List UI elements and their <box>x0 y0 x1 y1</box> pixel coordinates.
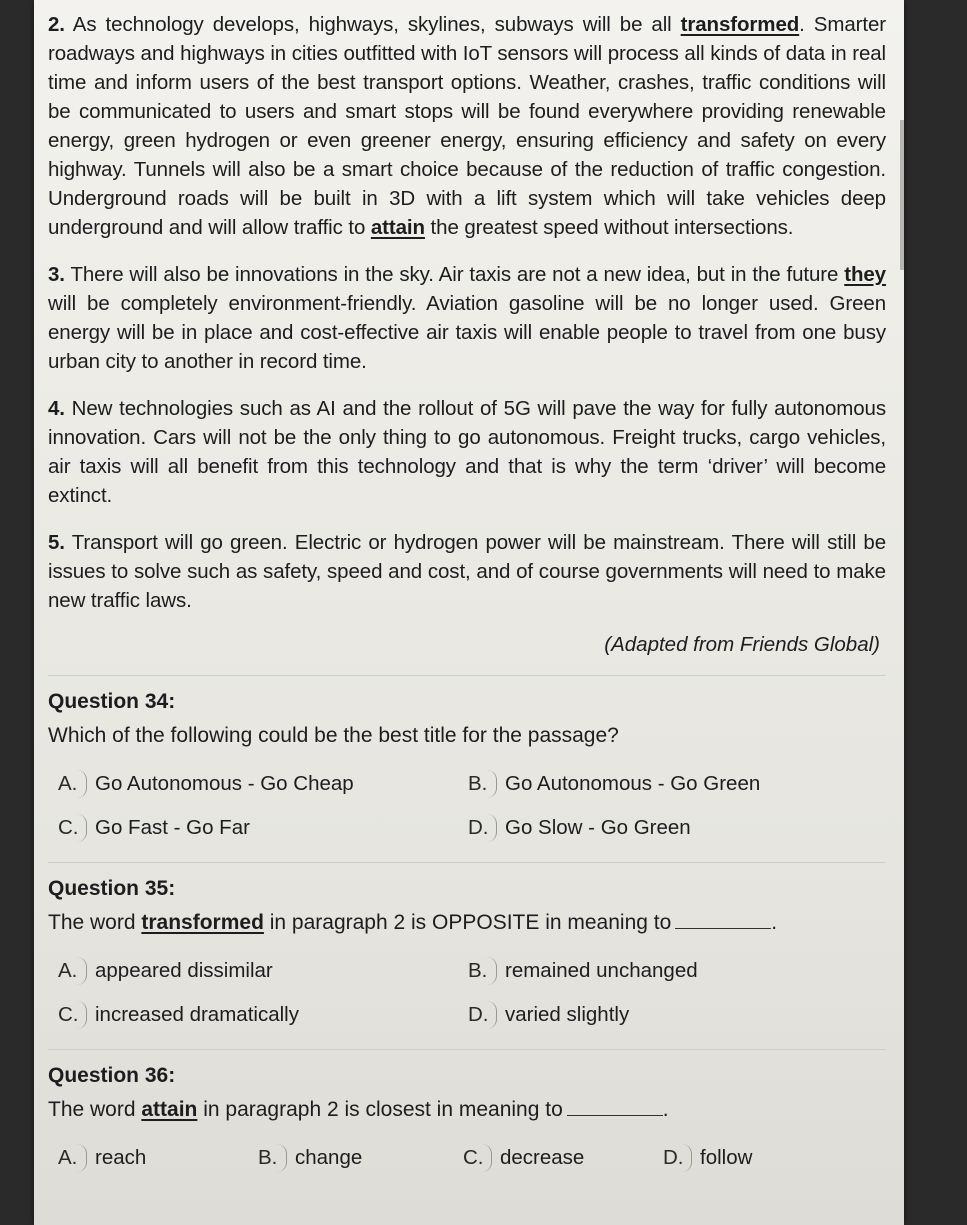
underlined-word-they: they <box>844 263 886 286</box>
question-stem <box>48 911 886 935</box>
option-text: appeared dissimilar <box>95 959 273 982</box>
option-c[interactable] <box>54 1001 464 1029</box>
option-text: decrease <box>500 1146 585 1169</box>
paragraph-text: will be completely environment-friendly. Aviation gasoline will be no longer used. Green energy will be in place and cost-effective air taxis will enable people to travel from one busy urban city to another in record time. <box>48 292 886 373</box>
option-text: increased dramatically <box>95 1003 299 1026</box>
paragraph-2 <box>48 10 886 242</box>
paragraph-text: New technologies such as AI and the rollout of 5G will pave the way for fully autonomous innovation. Cars will not be the only thing to go autonomous. Freight trucks, cargo vehicles, air taxis will all benefit from this technology and that is why the term ‘driver’ will become extinct. <box>48 397 886 507</box>
underlined-word: attain <box>141 1098 198 1121</box>
option-text: reach <box>95 1146 147 1169</box>
document-content <box>48 10 886 1172</box>
paragraph-number: 5. <box>48 531 65 554</box>
answer-options <box>54 957 886 1029</box>
stem-text: in paragraph 2 is OPPOSITE in meaning to <box>263 911 672 934</box>
option-c[interactable] <box>54 814 464 842</box>
passage-source: (Adapted from Friends Global) <box>604 633 880 656</box>
option-text: Go Slow - Go Green <box>505 816 691 839</box>
option-letter: A. <box>54 1144 87 1172</box>
option-letter: B. <box>254 1144 287 1172</box>
underlined-word-transformed: transformed <box>680 13 800 36</box>
option-letter: D. <box>659 1144 692 1172</box>
option-letter: C. <box>459 1144 492 1172</box>
question-title: Question 35: <box>48 877 176 900</box>
question-35 <box>48 877 886 1029</box>
stem-text: . <box>662 1098 669 1121</box>
paragraph-5 <box>48 528 886 615</box>
option-d[interactable] <box>659 1144 859 1172</box>
paragraph-number: 3. <box>48 263 65 286</box>
divider <box>48 675 886 676</box>
paragraph-text: There will also be innovations in the sky. Air taxis are not a new idea, but in the future <box>64 263 845 286</box>
page-edge-mark <box>900 120 904 270</box>
paragraph-number: 4. <box>48 397 65 420</box>
option-d[interactable] <box>464 1001 874 1029</box>
stem-text: The word <box>48 1098 142 1121</box>
paragraph-text: the greatest speed without intersections. <box>424 216 794 239</box>
paragraph-text: As technology develops, highways, skylines, subways will be all <box>64 13 681 36</box>
paragraph-text: Transport will go green. Electric or hydrogen power will be mainstream. There will still be issues to solve such as safety, speed and cost, and of course governments will need to make new traffic laws. <box>48 531 886 612</box>
option-letter: A. <box>54 957 87 985</box>
question-stem: Which of the following could be the best title for the passage? <box>48 724 619 747</box>
option-a[interactable] <box>54 1144 254 1172</box>
option-text: remained unchanged <box>505 959 698 982</box>
option-letter: C. <box>54 1001 87 1029</box>
option-letter: C. <box>54 814 87 842</box>
question-34 <box>48 690 886 842</box>
paragraph-4 <box>48 394 886 510</box>
question-title: Question 36: <box>48 1064 176 1087</box>
option-text: Go Autonomous - Go Cheap <box>95 772 354 795</box>
answer-blank <box>567 1114 663 1116</box>
stem-text: . <box>771 911 778 934</box>
paragraph-text: . Smarter roadways and highways in cities outfitted with IoT sensors will process all kinds of data in real time and inform users of the best transport options. Weather, crashes, traffic conditions will be communicated to users and smart stops will be found everywhere providing renewable energy, green hydrogen or even greener energy, ensuring efficiency and safety on every highway. Tunnels will also be a smart choice because of the reduction of traffic congestion. Underground roads will be built in 3D with a lift system which will take vehicles deep underground and will allow traffic to <box>48 13 886 239</box>
divider <box>48 862 886 863</box>
option-letter: D. <box>464 814 497 842</box>
option-text: Go Autonomous - Go Green <box>505 772 761 795</box>
underlined-word: transformed <box>141 911 264 934</box>
stem-text: The word <box>48 911 142 934</box>
option-c[interactable] <box>459 1144 659 1172</box>
option-b[interactable] <box>464 770 874 798</box>
paragraph-number: 2. <box>48 13 65 36</box>
paragraph-3 <box>48 260 886 376</box>
underlined-word-attain: attain <box>370 216 425 239</box>
option-text: varied slightly <box>505 1003 630 1026</box>
option-a[interactable] <box>54 957 464 985</box>
question-title: Question 34: <box>48 690 176 713</box>
option-text: follow <box>700 1146 753 1169</box>
option-b[interactable] <box>254 1144 459 1172</box>
document-page <box>34 0 904 1225</box>
question-stem <box>48 1098 886 1122</box>
divider <box>48 1049 886 1050</box>
option-letter: D. <box>464 1001 497 1029</box>
question-36 <box>48 1064 886 1172</box>
stem-text: in paragraph 2 is closest in meaning to <box>197 1098 563 1121</box>
option-b[interactable] <box>464 957 874 985</box>
answer-options <box>54 1144 886 1172</box>
option-text: change <box>295 1146 363 1169</box>
option-a[interactable] <box>54 770 464 798</box>
option-text: Go Fast - Go Far <box>95 816 250 839</box>
option-d[interactable] <box>464 814 874 842</box>
option-letter: A. <box>54 770 87 798</box>
answer-options <box>54 770 886 842</box>
option-letter: B. <box>464 957 497 985</box>
option-letter: B. <box>464 770 497 798</box>
answer-blank <box>675 927 771 929</box>
